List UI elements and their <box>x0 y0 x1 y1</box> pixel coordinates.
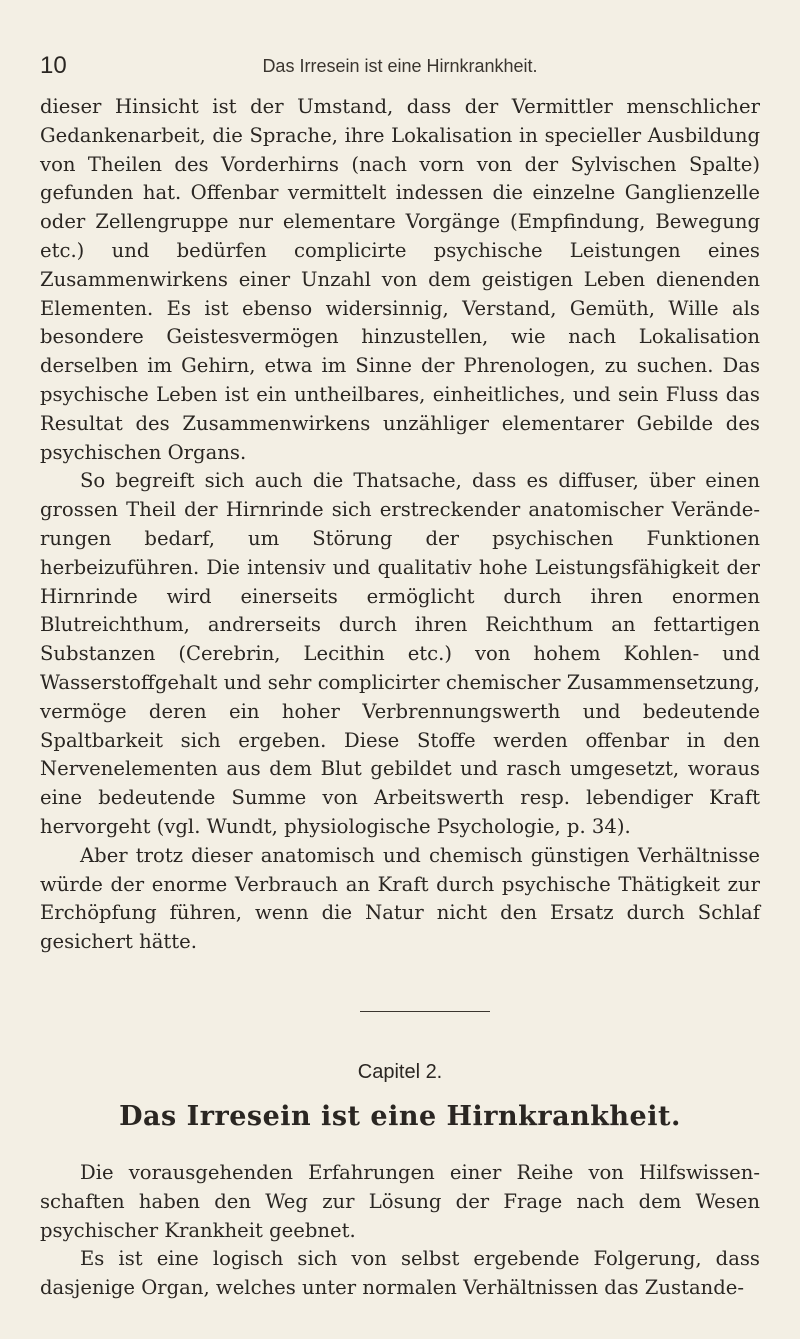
chapter-label: Capitel 2. <box>357 1061 443 1083</box>
section-divider <box>360 1011 490 1012</box>
body-text <box>40 93 760 957</box>
chapter-title: Das Irresein ist eine Hirnkrankheit. <box>119 1101 681 1132</box>
paragraph: Aber trotz dieser anatomisch und chemisch günstigen Verhältnisse würde der enorme Verbrauch an Kraft durch psychische Thätigkeit zur Erchöpfung führen, wenn die Natur nicht den Ersatz durch Schlaf gesichert hätte. <box>40 843 760 954</box>
page-header <box>40 52 760 82</box>
chapter-body-text <box>40 1159 760 1303</box>
paragraph: Es ist eine logisch sich von selbst ergebende Folgerung, dass dasjenige Organ, welches unter normalen Verhältnissen das Zustande- <box>40 1247 760 1300</box>
paragraph-continued: dieser Hinsicht ist der Umstand, dass der Vermittler menschlicher Gedankenarbeit, die Sprache, ihre Lokalisation in specieller Ausbildung von Theilen des Vorderhirns (nach vorn von der Sylvischen Spalte) gefunden hat. Offenbar vermittelt indessen die einzelne Ganglienzelle oder Zellengruppe nur elementare Vorgänge (Empfindung, Bewegung etc.) und bedürfen complicirte psychische Leistungen eines Zusammenwirkens einer Unzahl von dem geistigen Leben dienenden Elementen. Es ist ebenso widersinnig, Verstand, Gemüth, Wille als besondere Geistesvermögen hinzustellen, wie nach Lokalisation derselben im Gehirn, etwa im Sinne der Phrenologen, zu suchen. Das psychische Leben ist ein untheilbares, einheitliches, und sein Fluss das Resultat des Zusammenwirkens unzähliger elementarer Gebilde des psychischen Organs. <box>40 95 760 464</box>
running-head: Das Irresein ist eine Hirnkrankheit. <box>262 56 538 76</box>
paragraph: Die vorausgehenden Erfahrungen einer Reihe von Hilfswissenschaften haben den Weg zur Lösung der Frage nach dem Wesen psychischer Krankheit geebnet. <box>40 1161 760 1242</box>
paragraph: So begreift sich auch die Thatsache, dass es diffuser, über einen grossen Theil der Hirnrinde sich erstreckender anatomischer Veränderungen bedarf, um Störung der psychischen Funktionen herbeizuführen. Die intensiv und qualitativ hohe Leistungsfähigkeit der Hirnrinde wird einerseits ermöglicht durch ihren enormen Blutreichthum, andrerseits durch ihren Reichthum an fettartigen Substanzen (Cerebrin, Lecithin etc.) von hohem Kohlen- und Wasserstoffgehalt und sehr complicirter chemischer Zusammensetzung, vermöge deren ein hoher Verbrennungswerth und bedeutende Spaltbarkeit sich ergeben. Diese Stoffe werden offenbar in den Nervenelementen aus dem Blut gebildet und rasch umgesetzt, woraus eine bedeutende Summe von Arbeitswerth resp. lebendiger Kraft hervorgeht (vgl. Wundt, physiologische Psychologie, p. 34). <box>40 469 760 838</box>
page-number: 10 <box>40 52 67 79</box>
